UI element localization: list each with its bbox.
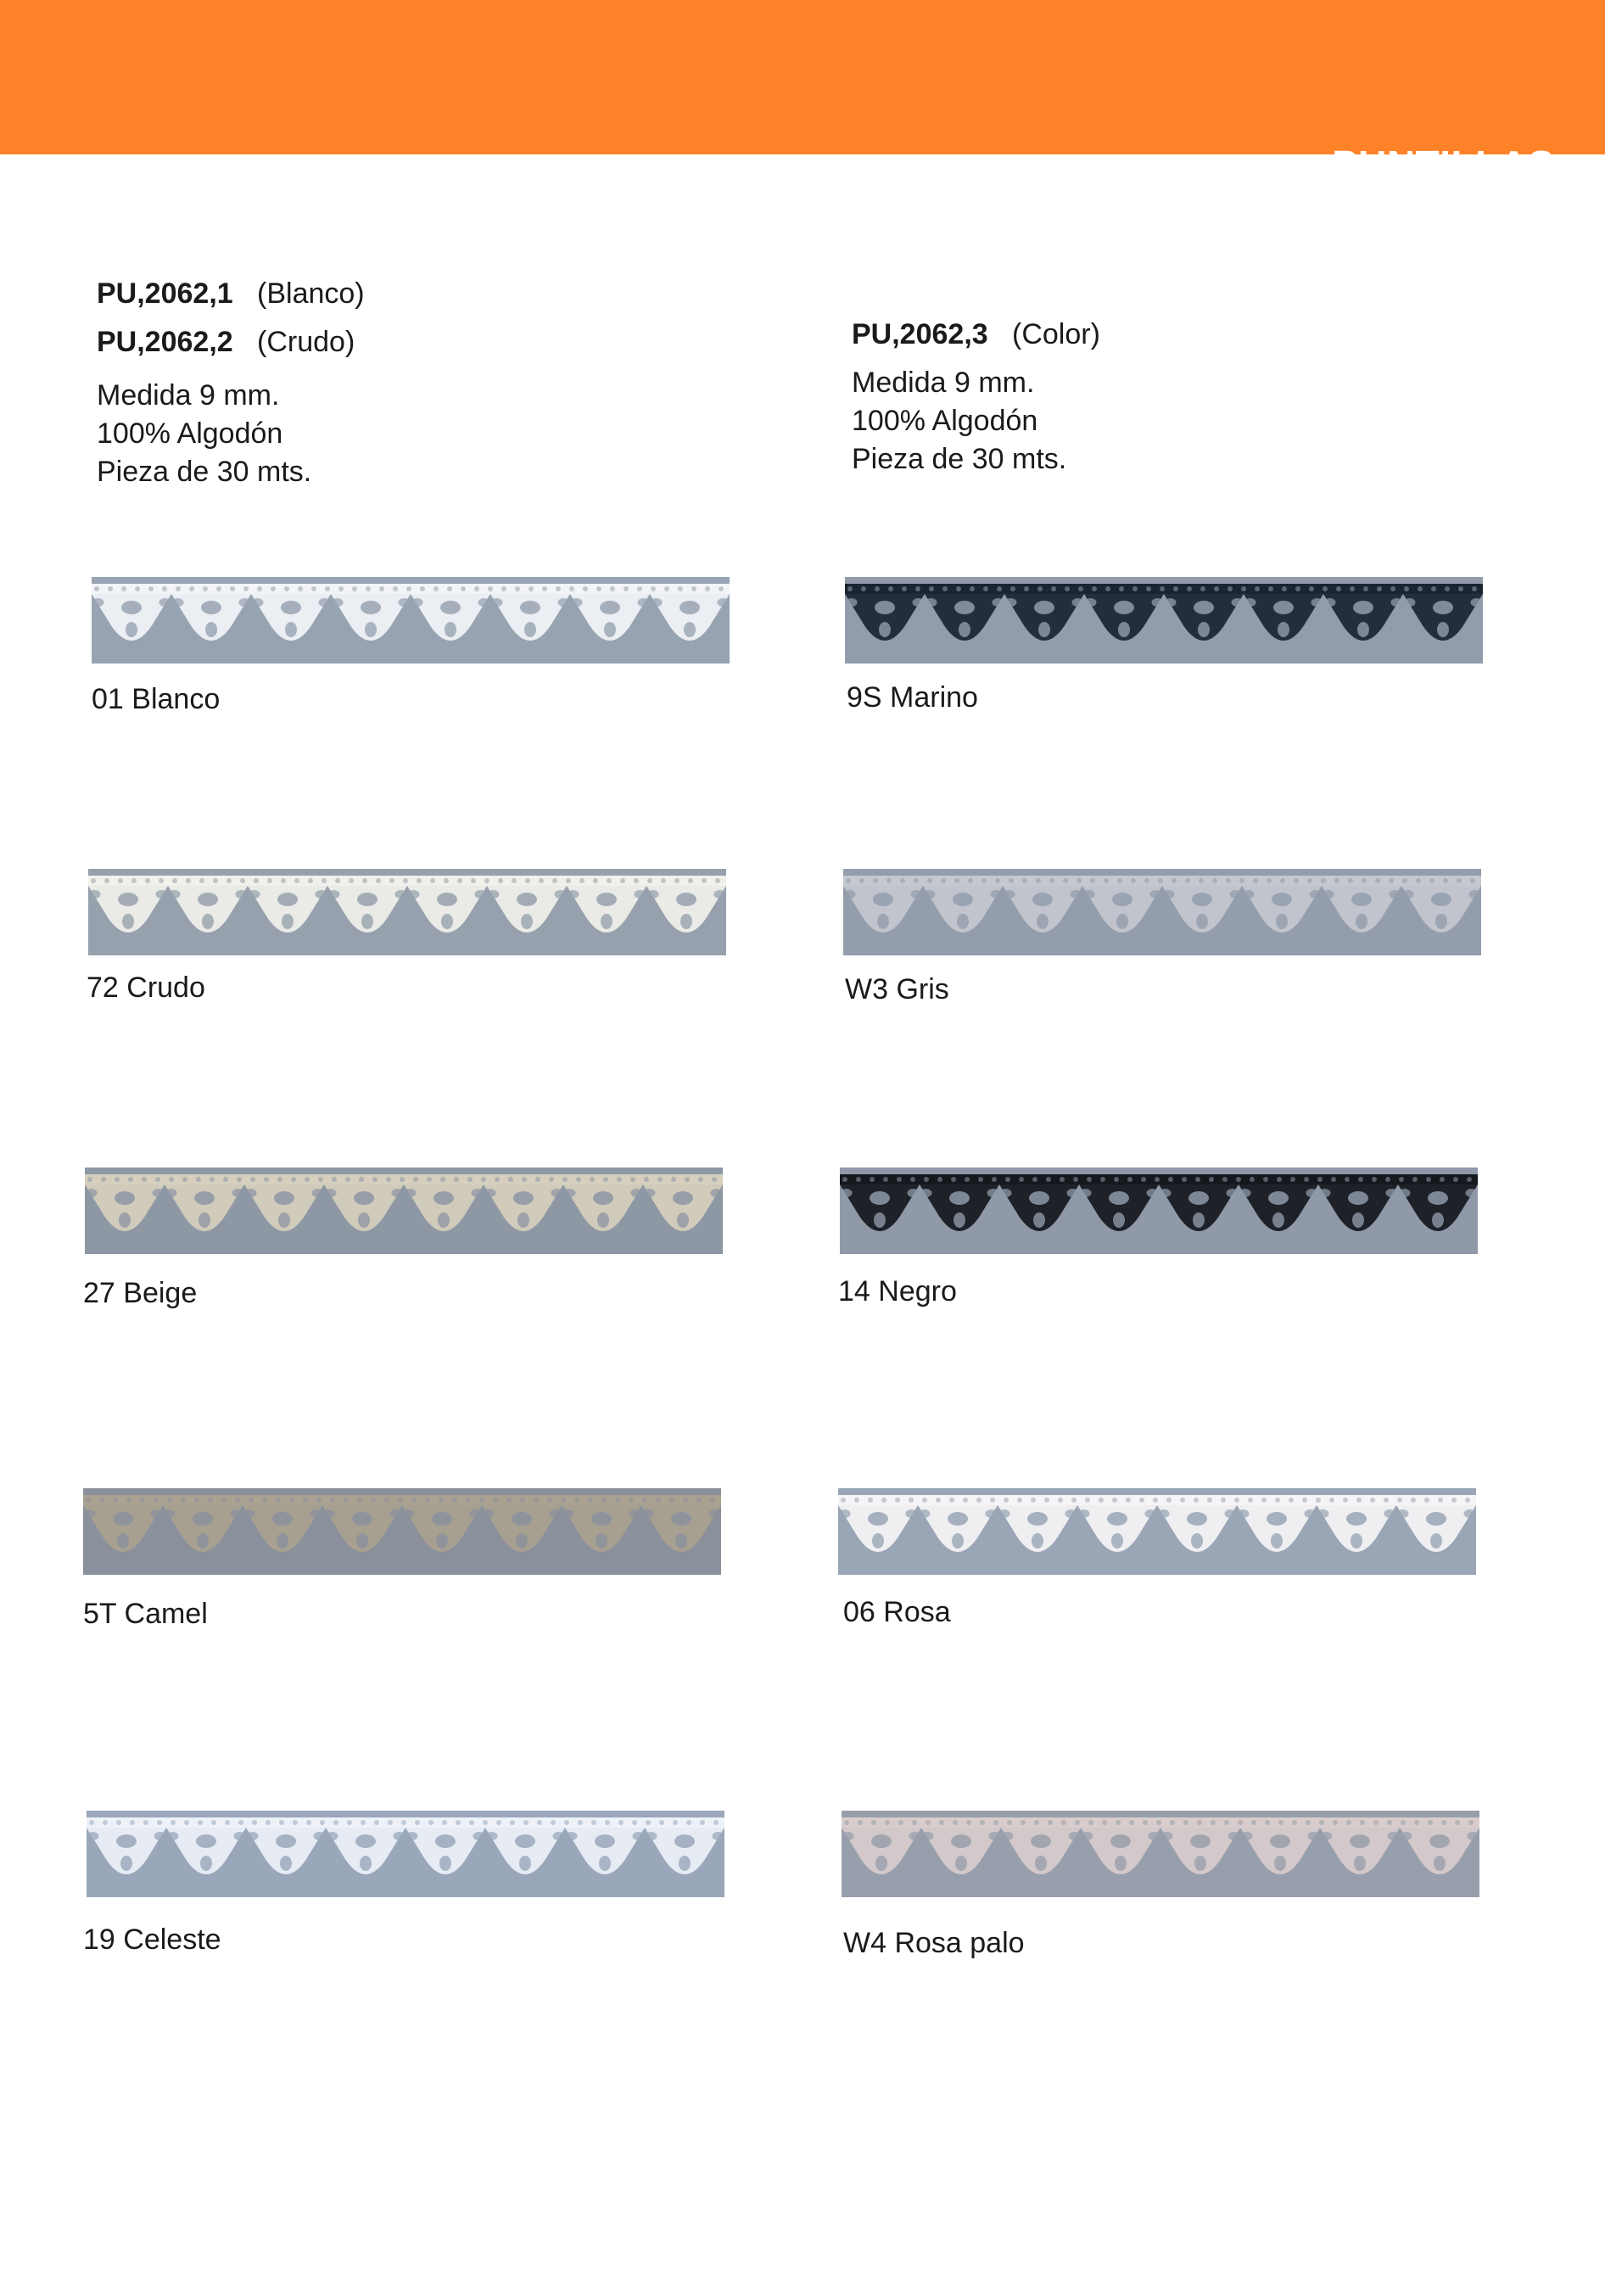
product-specs: [852, 364, 1100, 479]
swatch-label: 5T Camel: [83, 1598, 208, 1630]
swatch-label: 27 Beige: [83, 1277, 198, 1309]
right-product-info: [852, 316, 1100, 479]
swatch-label: 06 Rosa: [843, 1596, 951, 1628]
lace-pattern: [92, 577, 730, 664]
spec-material: 100% Algodón: [97, 417, 283, 450]
lace-pattern: [87, 1811, 724, 1897]
lace-swatch: [83, 1488, 721, 1575]
product-specs: [97, 377, 365, 491]
lace-swatch: [85, 1168, 723, 1254]
spec-measure: Medida 9 mm.: [97, 379, 280, 412]
product-variant: (Crudo): [257, 326, 355, 358]
product-variant: (Blanco): [257, 277, 365, 310]
lace-pattern: [843, 869, 1481, 955]
product-code-line: [97, 323, 365, 361]
product-code-line: [852, 316, 1100, 354]
swatch-label: W3 Gris: [845, 973, 949, 1005]
lace-pattern: [842, 1811, 1479, 1897]
lace-swatch: [840, 1168, 1478, 1254]
lace-swatch: [88, 869, 726, 955]
swatch-label: 72 Crudo: [87, 972, 205, 1004]
spec-measure: Medida 9 mm.: [852, 367, 1035, 399]
swatch-label: 19 Celeste: [83, 1924, 221, 1956]
left-product-info: [97, 275, 365, 491]
swatch-label: 01 Blanco: [92, 683, 221, 715]
swatch-label: 14 Negro: [838, 1275, 957, 1308]
lace-pattern: [840, 1168, 1478, 1254]
lace-swatch: [87, 1811, 724, 1897]
lace-swatch: [838, 1488, 1476, 1575]
lace-swatch: [845, 577, 1483, 664]
product-code: PU,2062,1: [97, 277, 233, 310]
lace-pattern: [838, 1488, 1476, 1575]
product-code-line: [97, 275, 365, 313]
page-title-line-2: DE HILO: [1332, 305, 1505, 350]
product-code: PU,2062,2: [97, 326, 233, 358]
spec-length: Pieza de 30 mts.: [97, 456, 312, 488]
product-code: PU,2062,3: [852, 318, 988, 350]
lace-pattern: [845, 577, 1483, 664]
page-title: [1332, 29, 1555, 463]
swatch-label: 9S Marino: [847, 681, 978, 714]
product-variant: (Color): [1012, 318, 1100, 350]
lace-pattern: [88, 869, 726, 955]
spec-material: 100% Algodón: [852, 405, 1038, 437]
lace-swatch: [92, 577, 730, 664]
page-title-line-1: PUNTILLAS: [1332, 143, 1555, 187]
lace-pattern: [83, 1488, 721, 1575]
lace-swatch: [842, 1811, 1479, 1897]
spec-length: Pieza de 30 mts.: [852, 443, 1067, 475]
lace-pattern: [85, 1168, 723, 1254]
lace-swatch: [843, 869, 1481, 955]
swatch-label: W4 Rosa palo: [843, 1927, 1025, 1959]
